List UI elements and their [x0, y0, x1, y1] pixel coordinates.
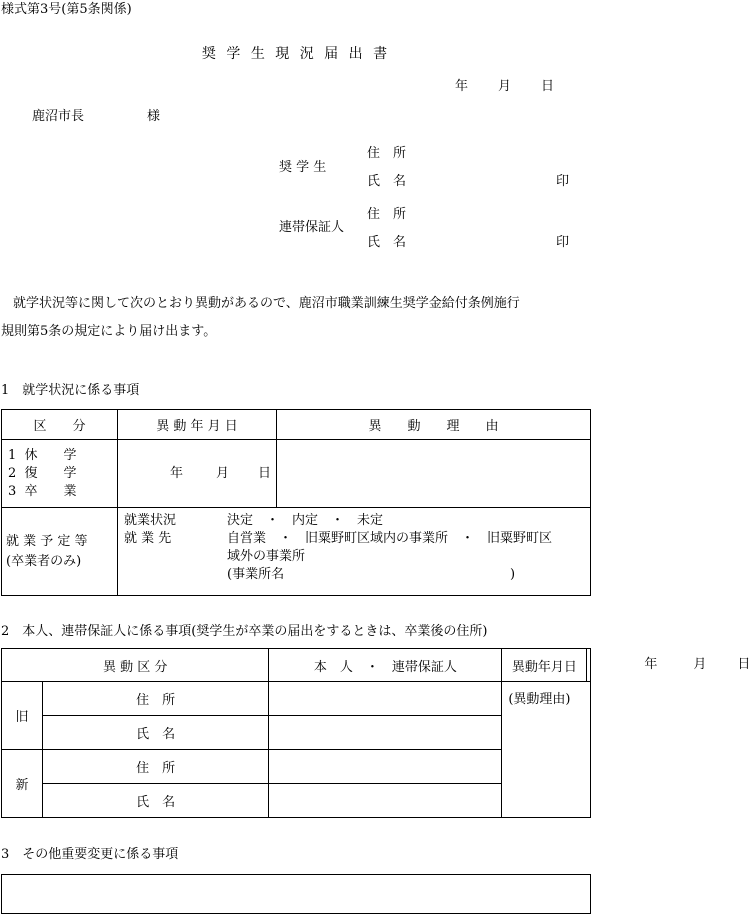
student-label: 奨 学 生 — [279, 160, 327, 175]
guarantor-name-label: 氏 名 — [367, 235, 407, 250]
header-change-date: 異 動 年 月 日 — [118, 410, 277, 440]
old-address-field[interactable] — [269, 682, 502, 716]
change-reason-field[interactable]: (異動理由) — [502, 682, 591, 818]
intro-line-2: 規則第5条の規定により届け出ます。 — [1, 324, 217, 339]
new-address-label: 住 所 — [43, 750, 269, 784]
new-name-label: 氏 名 — [43, 784, 269, 818]
status-change-date-cell[interactable]: 年 月 日 — [118, 440, 277, 508]
guarantor-label: 連帯保証人 — [279, 220, 345, 235]
form-number: 様式第3号(第5条関係) — [1, 2, 132, 17]
new-address-field[interactable] — [269, 750, 502, 784]
header-category: 区 分 — [2, 410, 118, 440]
section1-heading: 1 就学状況に係る事項 — [1, 383, 140, 398]
status-leave: 1 休 学 — [8, 447, 77, 463]
employment-details[interactable]: 就業状況 決定 ・ 内定 ・ 未定 就 業 先 自営業 ・ 旧粟野町区域内の事業所 ・ 旧粟野町区 域外の事業所 (事業所名 ) — [118, 508, 591, 596]
change-date-value[interactable]: 年 月 日 — [587, 649, 591, 682]
other-changes-field[interactable] — [1, 874, 591, 914]
old-label: 旧 — [2, 682, 43, 750]
status-graduate: 3 卒 業 — [8, 483, 77, 499]
new-name-field[interactable] — [269, 784, 502, 818]
student-address-label: 住 所 — [367, 146, 407, 161]
student-name-label: 氏 名 — [367, 174, 407, 189]
section3-heading: 3 その他重要変更に係る事項 — [1, 847, 179, 862]
intro-line-1: 就学状況等に関して次のとおり異動があるので、鹿沼市職業訓練生奨学金給付条例施行 — [13, 296, 520, 311]
workplace-options[interactable]: 自営業 ・ 旧粟野町区域内の事業所 ・ 旧粟野町区 — [227, 531, 553, 546]
new-label: 新 — [2, 750, 43, 818]
employment-status-options[interactable]: 決定 ・ 内定 ・ 未定 — [227, 513, 384, 528]
employment-label: 就 業 予 定 等 (卒業者のみ) — [2, 508, 118, 596]
old-name-label: 氏 名 — [43, 716, 269, 750]
status-change-reason-cell[interactable] — [277, 440, 591, 508]
status-list — [2, 440, 118, 508]
page-title: 奨 学 生 現 況 届 出 書 — [201, 46, 391, 62]
old-address-label: 住 所 — [43, 682, 269, 716]
old-name-field[interactable] — [269, 716, 502, 750]
status-return: 2 復 学 — [8, 465, 77, 481]
person-header[interactable]: 本 人 ・ 連帯保証人 — [269, 649, 502, 682]
change-type-header: 異 動 区 分 — [2, 649, 269, 682]
addressee-name: 鹿沼市長 — [32, 109, 85, 124]
section2-heading: 2 本人、連帯保証人に係る事項(奨学生が卒業の届出をするときは、卒業後の住所) — [1, 624, 488, 639]
student-seal: 印 — [556, 174, 570, 189]
change-date-header: 異動年月日 — [502, 649, 587, 682]
guarantor-seal: 印 — [556, 235, 570, 250]
section1-table — [1, 409, 591, 596]
section2-table — [1, 648, 750, 818]
header-change-reason: 異 動 理 由 — [277, 410, 591, 440]
company-name-label: (事業所名 — [227, 567, 285, 582]
addressee-honorific: 様 — [147, 109, 161, 124]
guarantor-address-label: 住 所 — [367, 207, 407, 222]
